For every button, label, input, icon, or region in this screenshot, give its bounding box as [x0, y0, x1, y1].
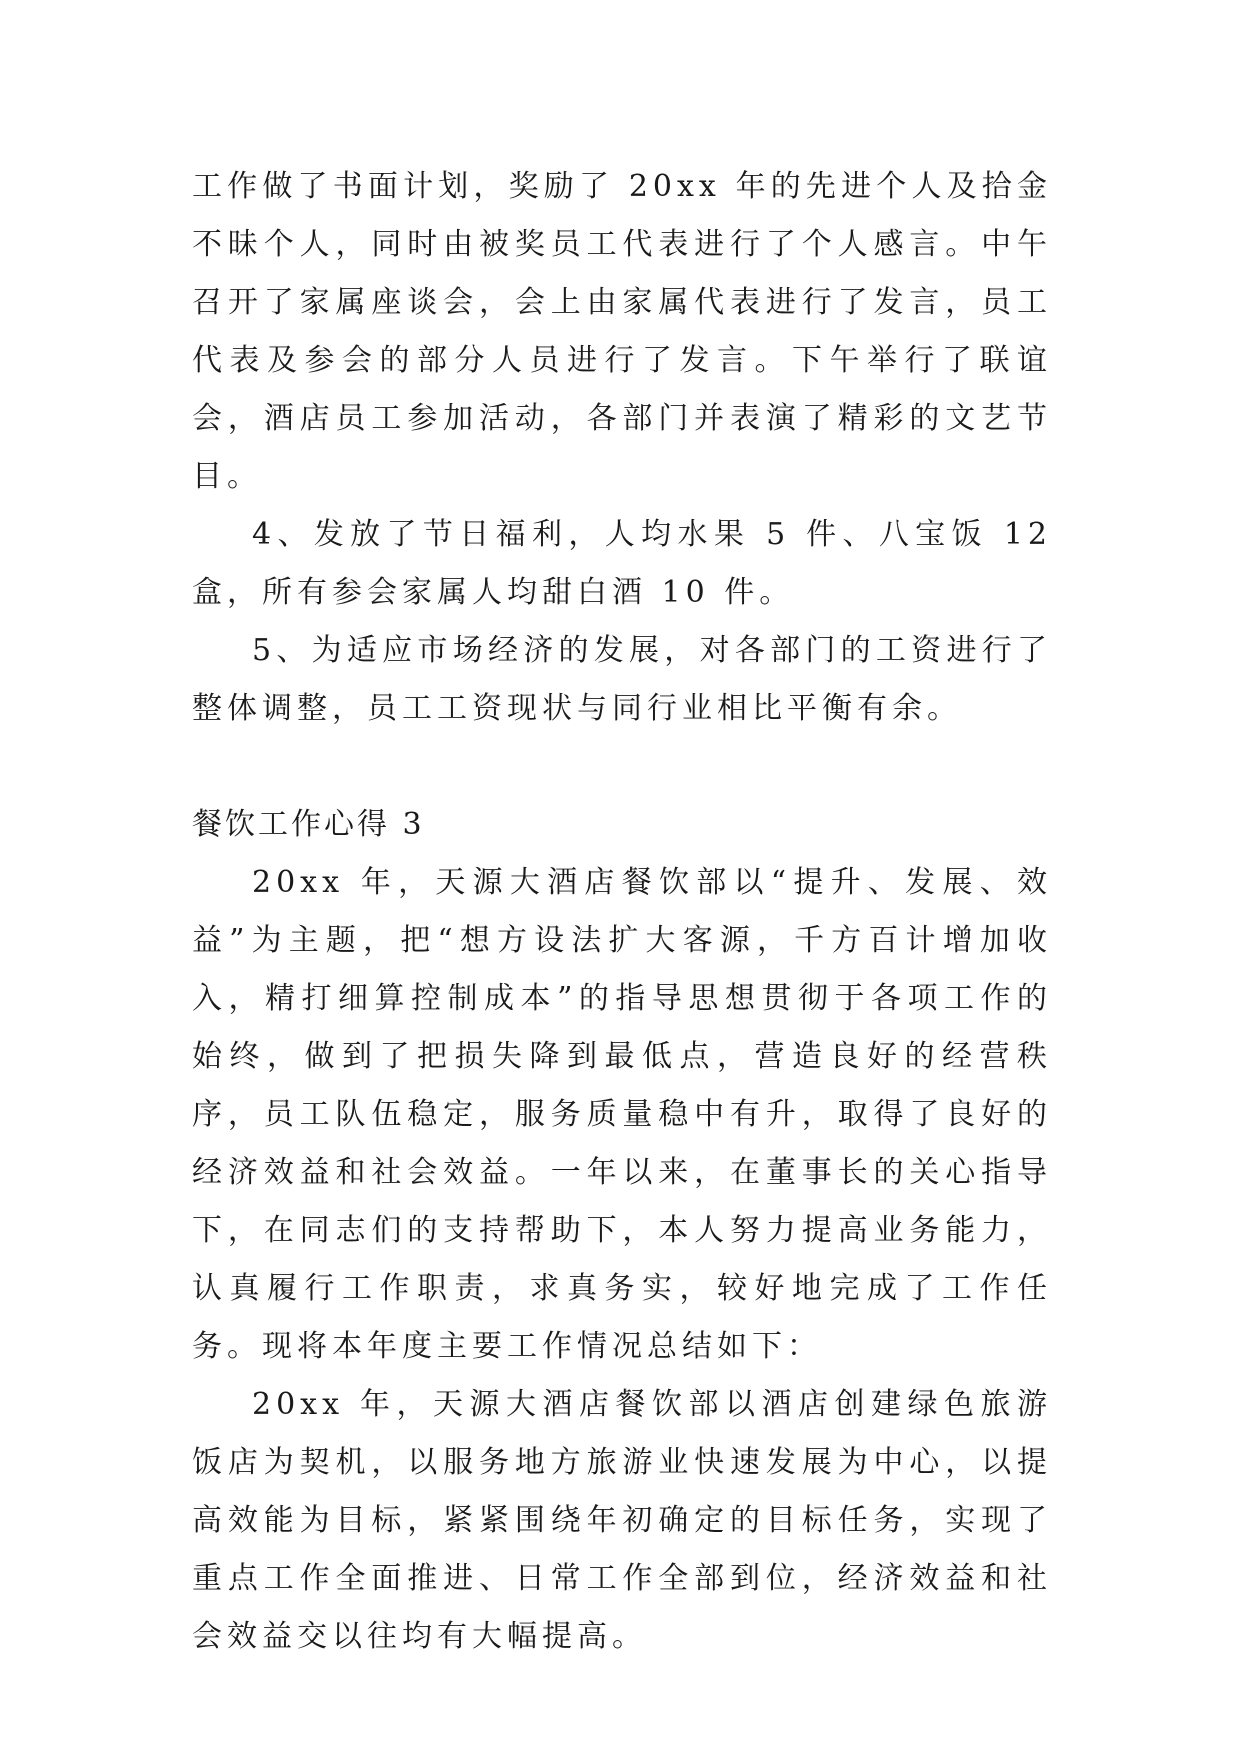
paragraph-item-4: 4、发放了节日福利，人均水果 5 件、八宝饭 12 盒，所有参会家属人均甜白酒 10 件。	[192, 517, 1052, 610]
paragraph-item-5: 5、为适应市场经济的发展，对各部门的工资进行了整体调整，员工工资现状与同行业相比平衡有余。	[192, 633, 1052, 726]
paragraph-intro: 20xx 年，天源大酒店餐饮部以“提升、发展、效益”为主题，把“想方设法扩大客源，千方百计增加收入，精打细算控制成本”的指导思想贯彻于各项工作的始终，做到了把损失降到最低点，营造良好的经营秩序，员工队伍稳定，服务质量稳中有升，取得了良好的经济效益和社会效益。一年以来，在董事长的关心指导下，在同志们的支持帮助下，本人努力提高业务能力，认真履行工作职责，求真务实，较好地完成了工作任务。现将本年度主要工作情况总结如下：	[192, 865, 1052, 1364]
paragraph-continued: 工作做了书面计划，奖励了 20xx 年的先进个人及拾金不昧个人，同时由被奖员工代表进行了个人感言。中午召开了家属座谈会，会上由家属代表进行了发言，员工代表及参会的部分人员进行了发言。下午举行了联谊会，酒店员工参加活动，各部门并表演了精彩的文艺节目。	[192, 169, 1052, 494]
section-heading: 餐饮工作心得 3	[192, 807, 425, 842]
document-body	[192, 158, 1052, 1666]
paragraph-overview: 20xx 年，天源大酒店餐饮部以酒店创建绿色旅游饭店为契机，以服务地方旅游业快速发展为中心，以提高效能为目标，紧紧围绕年初确定的目标任务，实现了重点工作全面推进、日常工作全部到位，经济效益和社会效益交以往均有大幅提高。	[192, 1387, 1052, 1654]
